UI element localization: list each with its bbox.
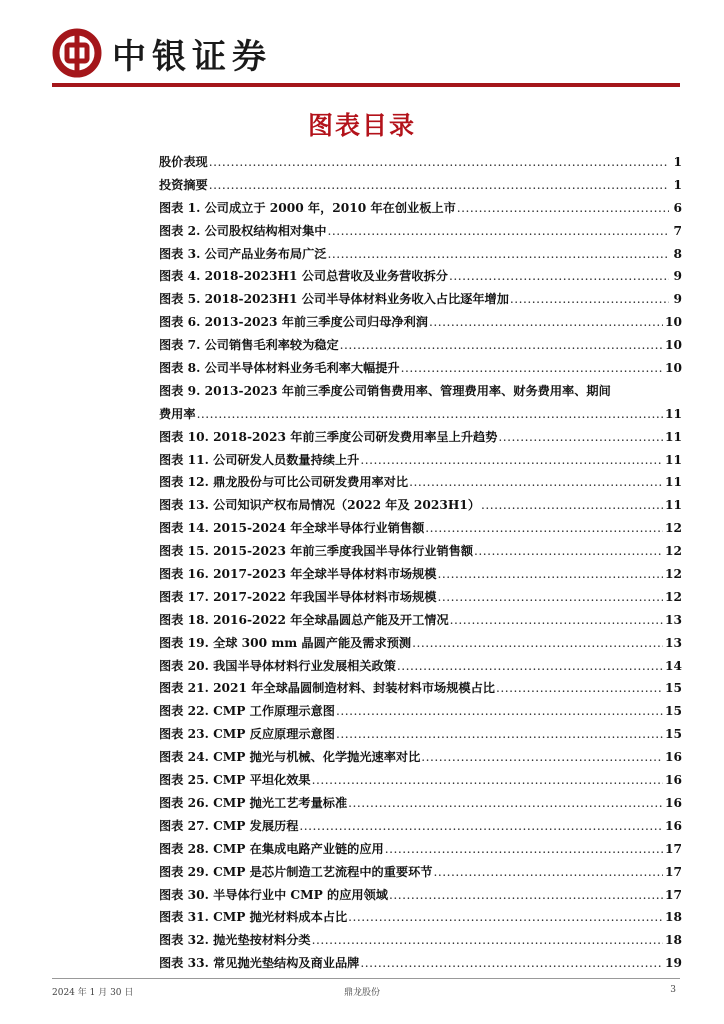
toc-dot-leader: [498, 430, 663, 444]
toc-entry[interactable]: [159, 451, 682, 474]
toc-entry-label: 图表 23. CMP 反应原理示意图: [159, 727, 335, 742]
toc-entry-label: 图表 15. 2015-2023 年前三季度我国半导体行业销售额: [159, 544, 474, 559]
toc-entry-label: 图表 1. 公司成立于 2000 年，2010 年在创业板上市: [159, 200, 456, 215]
toc-entry[interactable]: [159, 748, 682, 771]
toc-dot-leader: [327, 224, 669, 238]
toc-entry-page: 11: [665, 475, 682, 490]
toc-entry-page: 10: [665, 361, 682, 376]
toc-dot-leader: [429, 315, 663, 329]
footer-page-number: 3: [670, 985, 676, 995]
toc-entry[interactable]: [159, 176, 682, 199]
toc-entry-label: 费用率: [159, 406, 196, 421]
toc-entry[interactable]: [159, 611, 682, 634]
toc-entry-label: 图表 10. 2018-2023 年前三季度公司研发费用率呈上升趋势: [159, 429, 498, 444]
toc-dot-leader: [360, 956, 663, 970]
toc-entry[interactable]: [159, 657, 682, 680]
toc-dot-leader: [299, 819, 663, 833]
header: [52, 28, 272, 78]
toc-entry-page: 17: [665, 887, 682, 902]
toc-dot-leader: [385, 842, 663, 856]
toc-dot-leader: [421, 750, 663, 764]
toc-dot-leader: [209, 155, 669, 169]
toc-entry[interactable]: [159, 725, 682, 748]
toc-entry[interactable]: [159, 313, 682, 336]
toc-entry-page: 19: [665, 956, 682, 971]
toc-dot-leader: [397, 659, 663, 673]
toc-entry-label: 图表 32. 抛光垫按材料分类: [159, 933, 311, 948]
toc-entry-label: 图表 18. 2016-2022 年全球晶圆总产能及开工情况: [159, 612, 449, 627]
toc-entry[interactable]: [159, 267, 682, 290]
toc-entry[interactable]: [159, 840, 682, 863]
toc-entry-label: 图表 28. CMP 在集成电路产业链的应用: [159, 841, 384, 856]
toc-entry[interactable]: [159, 954, 682, 977]
toc-entry-label: 图表 4. 2018-2023H1 公司总营收及业务营收拆分: [159, 269, 448, 284]
toc-entry[interactable]: [159, 199, 682, 222]
toc-entry-page: 12: [665, 521, 682, 536]
toc-dot-leader: [312, 773, 663, 787]
toc-entry-label: 图表 14. 2015-2024 年全球半导体行业销售额: [159, 521, 425, 536]
toc-entry-label: 图表 7. 公司销售毛利率较为稳定: [159, 338, 339, 353]
toc-dot-leader: [336, 727, 663, 741]
toc-dot-leader: [209, 178, 669, 192]
toc-entry-page: 12: [665, 567, 682, 582]
toc-dot-leader: [474, 544, 663, 558]
toc-entry[interactable]: [159, 245, 682, 268]
toc-entry-page: 14: [665, 658, 682, 673]
toc-entry-label: 图表 33. 常见抛光垫结构及商业品牌: [159, 956, 360, 971]
toc-entry[interactable]: [159, 634, 682, 657]
footer-date: 2024 年 1 月 30 日: [52, 988, 134, 998]
toc-entry[interactable]: [159, 863, 682, 886]
toc-dot-leader: [433, 865, 663, 879]
toc-entry[interactable]: [159, 542, 682, 565]
toc-entry[interactable]: [159, 496, 682, 519]
toc-entry[interactable]: [159, 702, 682, 725]
toc-entry-label: 图表 8. 公司半导体材料业务毛利率大幅提升: [159, 361, 400, 376]
toc-entry-page: 1: [673, 155, 682, 169]
toc-entry-page: 15: [665, 727, 682, 742]
toc-entry-label: 图表 12. 鼎龙股份与可比公司研发费用率对比: [159, 475, 409, 490]
toc-entry[interactable]: [159, 771, 682, 794]
toc-dot-leader: [449, 269, 669, 283]
toc-entry-page: 15: [665, 681, 682, 696]
toc-dot-leader: [425, 521, 663, 535]
toc-entry[interactable]: [159, 473, 682, 496]
toc-entry-page: 16: [665, 818, 682, 833]
toc-entry[interactable]: [159, 588, 682, 611]
header-divider: [52, 83, 680, 87]
toc-dot-leader: [389, 888, 663, 902]
toc-entry[interactable]: [159, 382, 682, 428]
toc-entry[interactable]: [159, 153, 682, 176]
page-title: 图表目录: [307, 111, 416, 140]
toc-entry-page: 15: [665, 704, 682, 719]
footer-company: 鼎龙股份: [343, 988, 380, 998]
toc-entry-label: 图表 3. 公司产品业务布局广泛: [159, 246, 327, 261]
toc-entry-label: 图表 30. 半导体行业中 CMP 的应用领域: [159, 887, 388, 902]
toc-entry-page: 1: [673, 177, 682, 192]
toc-entry[interactable]: [159, 679, 682, 702]
toc-dot-leader: [360, 453, 663, 467]
toc-entry-label: 图表 27. CMP 发展历程: [159, 818, 299, 833]
toc-dot-leader: [327, 247, 669, 261]
boc-logo-icon: [52, 28, 102, 78]
toc-entry[interactable]: [159, 817, 682, 840]
toc-entry-label: 图表 31. CMP 抛光材料成本占比: [159, 910, 348, 925]
toc-entry-page: 12: [665, 589, 682, 604]
toc-entry-label: 图表 24. CMP 抛光与机械、化学抛光速率对比: [159, 750, 421, 765]
toc-entry-page: 7: [673, 223, 682, 238]
toc-entry-label: 图表 26. CMP 抛光工艺考量标准: [159, 795, 348, 810]
toc-dot-leader: [510, 292, 669, 306]
brand-name: 中银证券: [112, 36, 272, 77]
toc-entry-page: 16: [665, 773, 682, 788]
toc-entry[interactable]: [159, 290, 682, 313]
toc-entry-page: 17: [665, 841, 682, 856]
toc-entry-continuation[interactable]: [159, 405, 682, 428]
toc-entry-page: 6: [673, 200, 682, 215]
toc-dot-leader: [437, 567, 663, 581]
toc-entry-page: 11: [665, 452, 682, 467]
toc-dot-leader: [450, 613, 663, 627]
toc-entry[interactable]: [159, 336, 682, 359]
toc-entry-label: 股价表现: [159, 155, 208, 169]
toc-entry-label-line1: 图表 9. 2013-2023 年前三季度公司销售费用率、管理费用率、财务费用率、期间: [159, 383, 611, 398]
toc-entry-label: 图表 19. 全球 300 mm 晶圆产能及需求预测: [159, 635, 412, 650]
toc-entry-page: 16: [665, 795, 682, 810]
toc-entry-page: 10: [665, 315, 682, 330]
toc-entry[interactable]: [159, 886, 682, 909]
toc-dot-leader: [401, 361, 663, 375]
toc-entry-page: 9: [673, 269, 682, 284]
toc-entry-page: 8: [673, 246, 682, 261]
toc-dot-leader: [409, 475, 663, 489]
toc-entry-label: 图表 21. 2021 年全球晶圆制造材料、封装材料市场规模占比: [159, 681, 495, 696]
toc-entry-label: 图表 6. 2013-2023 年前三季度公司归母净利润: [159, 315, 428, 330]
toc-entry-label: 图表 25. CMP 平坦化效果: [159, 773, 311, 788]
toc-entry-page: 12: [665, 544, 682, 559]
toc-entry-page: 17: [665, 864, 682, 879]
toc-entry-page: 9: [673, 292, 682, 307]
toc-entry-label: 图表 20. 我国半导体材料行业发展相关政策: [159, 658, 396, 673]
toc-entry-page: 13: [665, 612, 682, 627]
toc-entry-label: 图表 22. CMP 工作原理示意图: [159, 704, 335, 719]
toc-entry-page: 11: [665, 406, 682, 421]
toc-entry-label: 图表 16. 2017-2023 年全球半导体材料市场规模: [159, 567, 437, 582]
toc-entry-page: 10: [665, 338, 682, 353]
table-of-contents: [159, 153, 682, 977]
toc-dot-leader: [481, 498, 663, 512]
footer-divider: [52, 978, 680, 979]
toc-entry[interactable]: [159, 794, 682, 817]
toc-dot-leader: [312, 933, 663, 947]
toc-entry-page: 11: [665, 498, 682, 513]
toc-entry-page: 18: [665, 910, 682, 925]
toc-entry[interactable]: [159, 359, 682, 382]
toc-entry-page: 13: [665, 635, 682, 650]
toc-entry[interactable]: [159, 908, 682, 931]
toc-entry-label: 图表 5. 2018-2023H1 公司半导体材料业务收入占比逐年增加: [159, 292, 509, 307]
toc-entry-label: 投资摘要: [159, 177, 208, 192]
toc-dot-leader: [437, 590, 663, 604]
toc-dot-leader: [336, 704, 663, 718]
toc-dot-leader: [348, 796, 663, 810]
toc-entry-label: 图表 13. 公司知识产权布局情况（2022 年及 2023H1）: [159, 498, 481, 513]
toc-dot-leader: [197, 407, 663, 421]
toc-entry[interactable]: [159, 565, 682, 588]
toc-entry[interactable]: [159, 222, 682, 245]
toc-entry-label: 图表 2. 公司股权结构相对集中: [159, 223, 327, 238]
toc-entry-page: 18: [665, 933, 682, 948]
toc-dot-leader: [348, 910, 663, 924]
toc-entry[interactable]: [159, 428, 682, 451]
toc-dot-leader: [457, 201, 669, 215]
toc-dot-leader: [496, 681, 663, 695]
toc-entry-label: 图表 11. 公司研发人员数量持续上升: [159, 452, 360, 467]
toc-dot-leader: [412, 636, 663, 650]
toc-entry[interactable]: [159, 519, 682, 542]
toc-dot-leader: [340, 338, 663, 352]
toc-entry-page: 16: [665, 750, 682, 765]
toc-entry-label: 图表 29. CMP 是芯片制造工艺流程中的重要环节: [159, 864, 433, 879]
toc-entry-page: 11: [665, 429, 682, 444]
toc-entry[interactable]: [159, 931, 682, 954]
toc-entry-label: 图表 17. 2017-2022 年我国半导体材料市场规模: [159, 589, 437, 604]
